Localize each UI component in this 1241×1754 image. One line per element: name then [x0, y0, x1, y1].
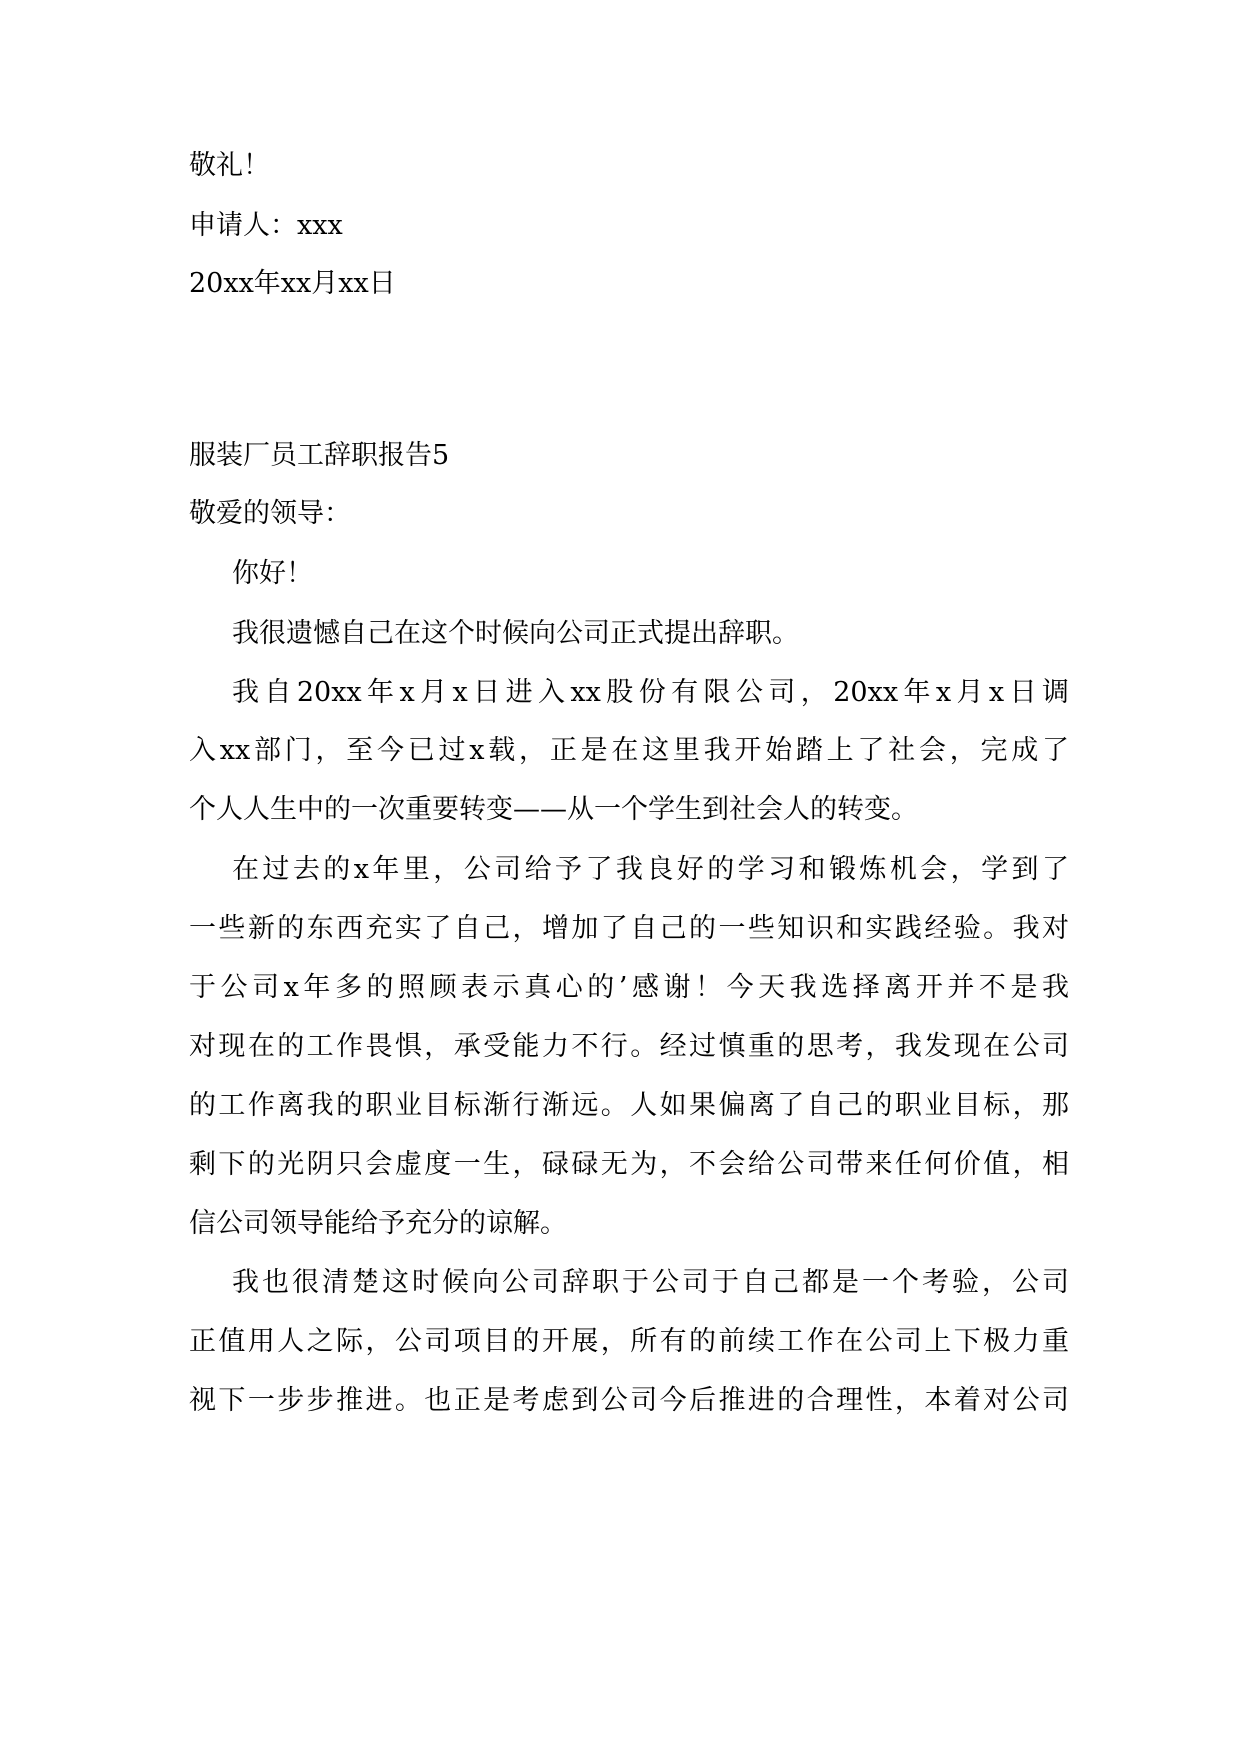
paragraph-line: 信公司领导能给予充分的谅解。 — [189, 1208, 567, 1239]
closing-salute: 敬礼！ — [189, 150, 270, 181]
paragraph-line: 正值用人之际，公司项目的开展，所有的前续工作在公司上下极力重 — [189, 1326, 1069, 1357]
date-line: 20xx年xx月xx日 — [189, 268, 396, 299]
report-title: 服装厂员工辞职报告5 — [189, 440, 450, 471]
paragraph-line: 入xx部门，至今已过x载，正是在这里我开始踏上了社会，完成了 — [189, 735, 1069, 766]
paragraph-line: 在过去的x年里，公司给予了我良好的学习和锻炼机会，学到了 — [232, 854, 1069, 885]
paragraph-line: 一些新的东西充实了自己，增加了自己的一些知识和实践经验。我对 — [189, 913, 1069, 944]
paragraph-line: 视下一步步推进。也正是考虑到公司今后推进的合理性，本着对公司 — [189, 1385, 1069, 1416]
paragraph-line: 我也很清楚这时候向公司辞职于公司于自己都是一个考验，公司 — [232, 1267, 1069, 1298]
applicant-line: 申请人：xxx — [189, 210, 343, 241]
paragraph-line: 对现在的工作畏惧，承受能力不行。经过慎重的思考，我发现在公司 — [189, 1031, 1069, 1062]
paragraph-line: 的工作离我的职业目标渐行渐远。人如果偏离了自己的职业目标，那 — [189, 1090, 1069, 1121]
paragraph-line: 于公司x年多的照顾表示真心的’感谢！今天我选择离开并不是我 — [189, 972, 1069, 1003]
paragraph-line: 剩下的光阴只会虚度一生，碌碌无为，不会给公司带来任何价值，相 — [189, 1149, 1069, 1180]
paragraph-line: 你好！ — [232, 558, 313, 589]
greeting: 敬爱的领导： — [189, 498, 351, 529]
paragraph-line: 我很遗憾自己在这个时候向公司正式提出辞职。 — [232, 618, 799, 649]
paragraph-line: 我自20xx年x月x日进入xx股份有限公司，20xx年x月x日调 — [232, 677, 1069, 708]
paragraph-line: 个人人生中的一次重要转变——从一个学生到社会人的转变。 — [189, 794, 918, 825]
